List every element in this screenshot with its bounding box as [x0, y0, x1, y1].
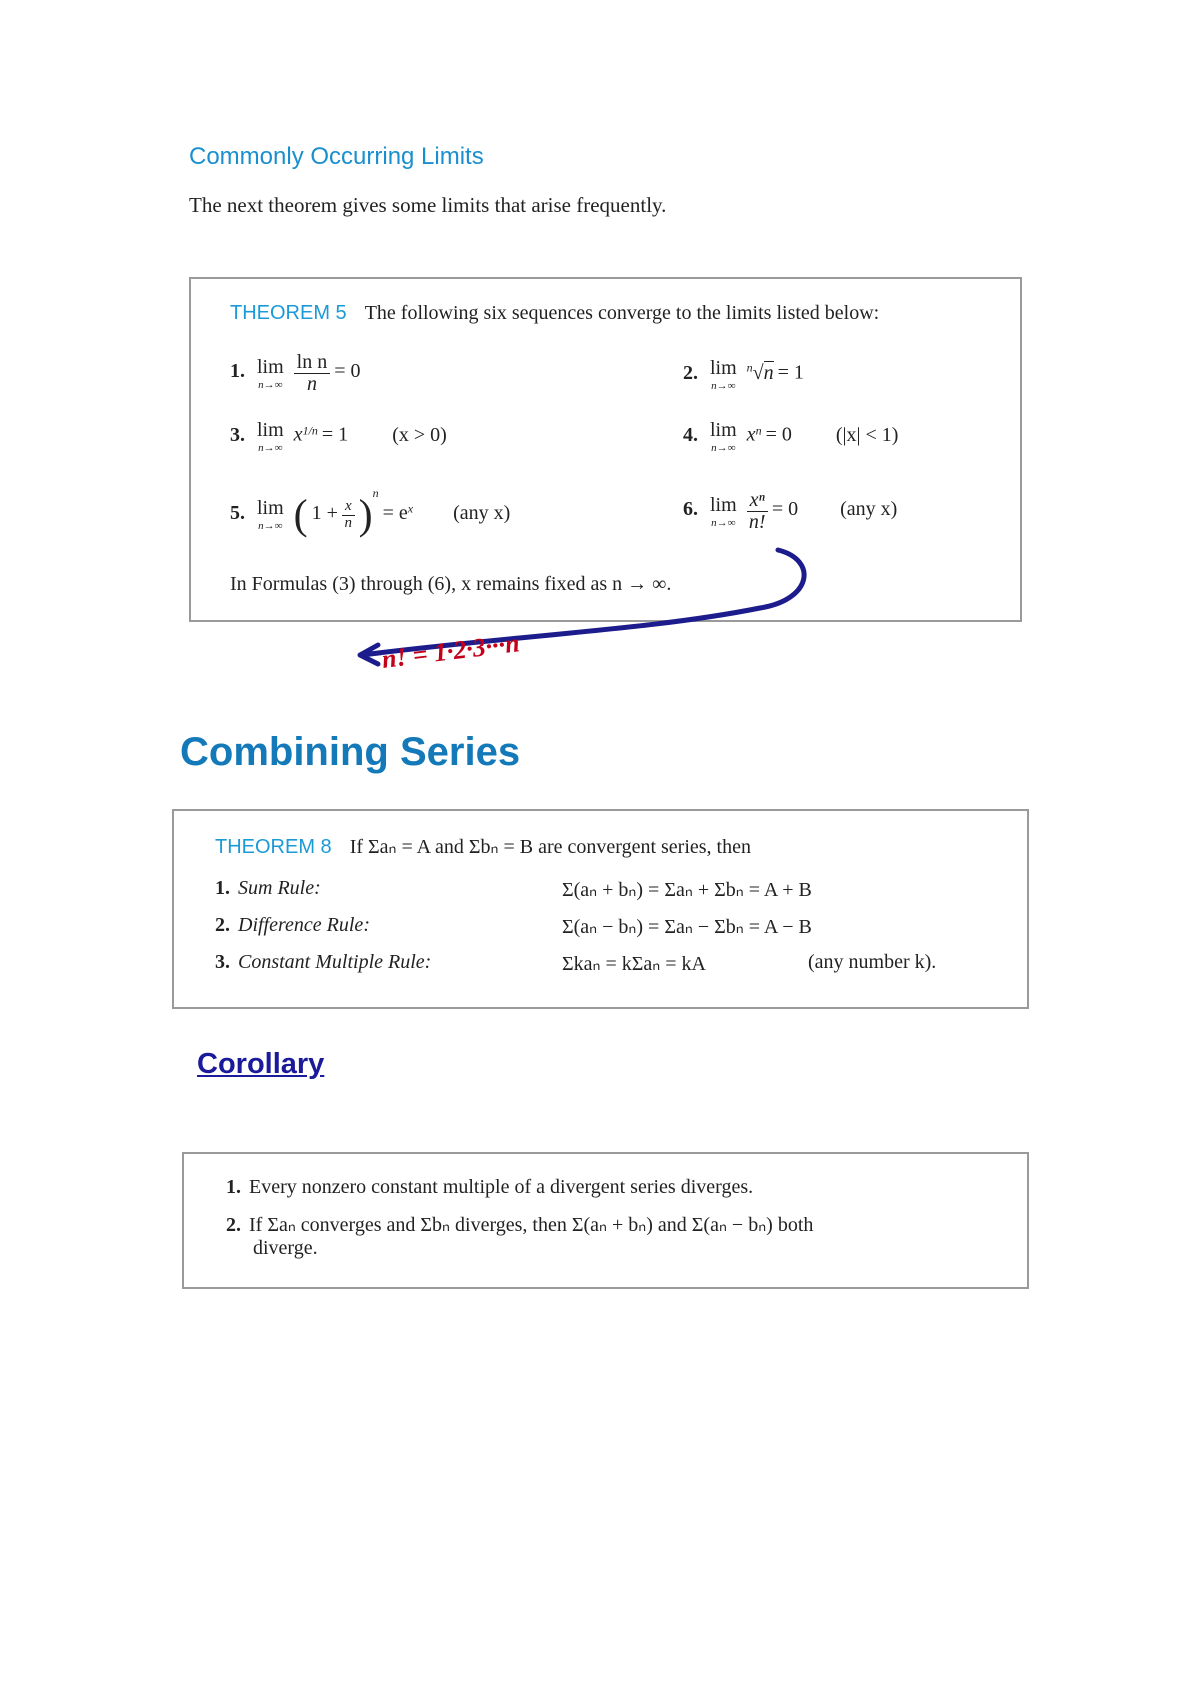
numerator: xⁿ [747, 490, 768, 512]
lim-subscript: n→∞ [258, 442, 283, 454]
numerator: x [342, 499, 355, 516]
rhs: = 1 [777, 361, 804, 384]
theorem-label: THEOREM 5 [230, 302, 347, 324]
theorem-statement: The following six sequences converge to the limits listed below: [364, 302, 880, 324]
item-text: If Σaₙ converges and Σbₙ diverges, then Σ(aₙ + bₙ) and Σ(aₙ − bₙ) both [249, 1214, 814, 1236]
rule-name: Difference Rule: [238, 914, 370, 936]
lim-word: lim [257, 419, 284, 441]
lim-word: lim [257, 497, 284, 520]
root-index: n [746, 360, 753, 375]
rhs: = 0 [765, 423, 792, 446]
lim-subscript: n→∞ [258, 520, 283, 533]
rule-formula: Σ(aₙ − bₙ) = Σaₙ − Σbₙ = A − B [562, 916, 812, 938]
rhs: = e [382, 502, 408, 524]
section-heading-combining-series: Combining Series [180, 730, 521, 774]
lim-word: lim [257, 355, 284, 378]
numerator: ln n [294, 352, 331, 374]
theorem-statement: If Σaₙ = A and Σbₙ = B are convergent series, then [349, 836, 751, 858]
condition: (any x) [453, 502, 511, 524]
item-number: 2. [683, 361, 698, 384]
theorem-5-footer: In Formulas (3) through (6), x remains fixed as n → ∞. [230, 573, 672, 595]
section-heading-commonly-occurring-limits: Commonly Occurring Limits [189, 143, 484, 170]
corollary-item-1 [226, 1176, 753, 1199]
exponent: n [755, 423, 762, 438]
lim-word: lim [710, 493, 737, 516]
item-number: 1. [215, 877, 230, 899]
item-number: 4. [683, 423, 698, 446]
rule-name: Sum Rule: [238, 877, 321, 899]
item-number: 2. [215, 914, 230, 936]
section-heading-corollary: Corollary [197, 1048, 325, 1080]
rule-name: Constant Multiple Rule: [238, 951, 432, 973]
item-number: 5. [230, 502, 245, 524]
item-number: 2. [226, 1214, 241, 1236]
annotation-arrow [0, 0, 1200, 720]
rule-formula: Σkaₙ = kΣaₙ = kA [562, 953, 706, 975]
condition: (|x| < 1) [835, 423, 899, 446]
base: x [293, 423, 303, 446]
paren-close: ) [358, 492, 373, 539]
lim-word: lim [710, 419, 737, 441]
item-number: 3. [215, 951, 230, 973]
lim-subscript: n→∞ [711, 516, 736, 529]
intro-paragraph: The next theorem gives some limits that arise frequently. [189, 193, 667, 217]
lim-subscript: n→∞ [258, 378, 283, 391]
item-number: 6. [683, 498, 698, 521]
rule-row-difference [215, 914, 1015, 937]
theorem-8-header [215, 834, 751, 859]
rule-row-sum [215, 877, 1015, 900]
condition: (any x) [840, 498, 898, 521]
condition: (x > 0) [392, 423, 447, 446]
one-plus: 1 + [311, 502, 338, 524]
item-text: Every nonzero constant multiple of a divergent series diverges. [249, 1176, 754, 1198]
lim-word: lim [710, 357, 737, 379]
rule-note: (any number k). [808, 951, 937, 973]
base: x [746, 423, 756, 446]
lim-subscript: n→∞ [711, 442, 736, 454]
exponent: 1/n [302, 423, 318, 438]
item-number: 1. [226, 1176, 241, 1198]
rhs: = 1 [321, 423, 349, 446]
theorem-label: THEOREM 8 [215, 836, 332, 858]
lim-subscript: n→∞ [711, 380, 736, 392]
item-text-continued: diverge. [253, 1237, 318, 1259]
paren-open: ( [293, 492, 308, 539]
rule-formula: Σ(aₙ + bₙ) = Σaₙ + Σbₙ = A + B [562, 879, 812, 901]
denominator: n [344, 514, 353, 531]
rhs: = 0 [771, 498, 799, 521]
handwritten-note: n! = 1·2·3···n [380, 628, 522, 674]
corollary-item-2 [226, 1212, 813, 1260]
denominator: n [306, 373, 317, 395]
item-number: 3. [230, 423, 245, 446]
exponent: n [372, 486, 379, 500]
radicand: n [763, 361, 774, 384]
root-sign: √ [752, 361, 764, 384]
denominator: n! [748, 511, 766, 533]
rhs: = 0 [334, 360, 361, 383]
rule-row-constant-multiple [215, 951, 1015, 974]
item-number: 1. [230, 360, 245, 383]
rhs-exponent: x [407, 501, 414, 516]
